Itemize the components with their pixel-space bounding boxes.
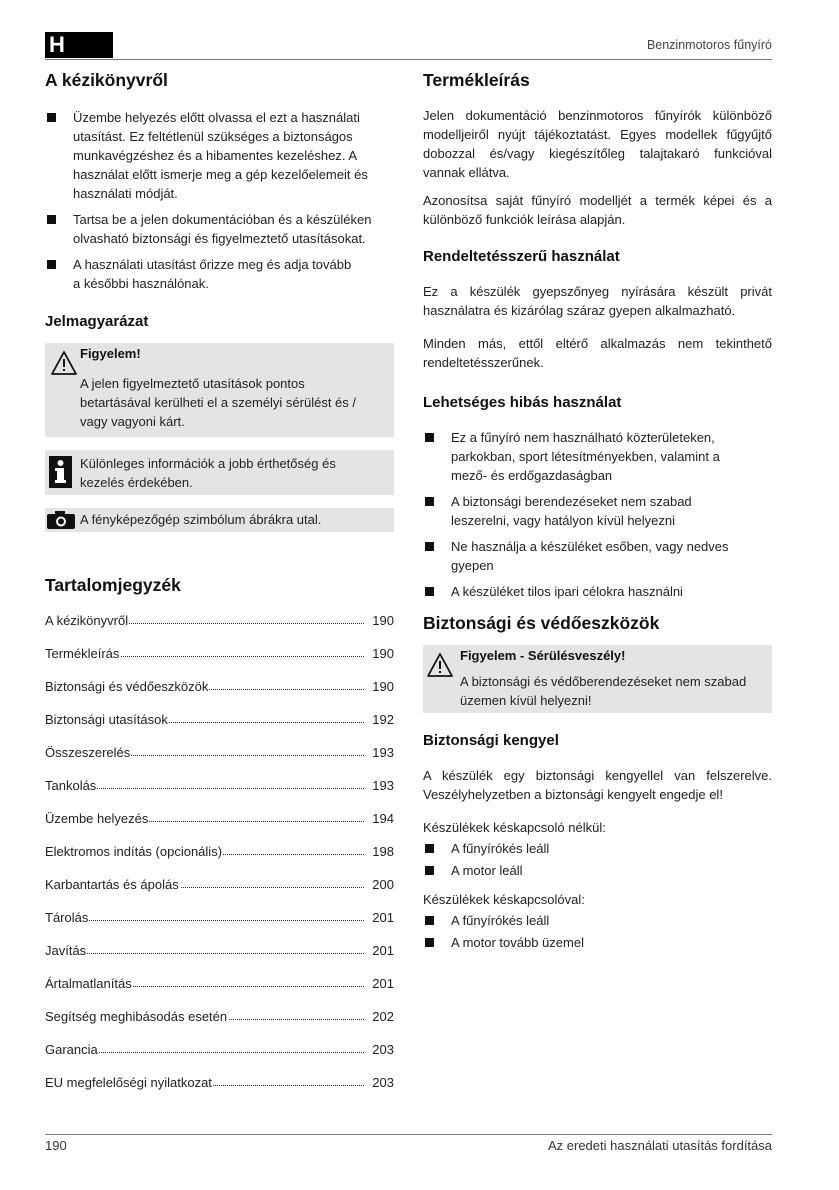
toc-entry[interactable]: Garancia 203 [45, 1042, 394, 1057]
left-column [45, 66, 394, 1106]
warning-title: Figyelem! [80, 346, 141, 361]
camera-icon [47, 511, 75, 529]
toc-entry[interactable]: Biztonsági utasítások 192 [45, 712, 394, 727]
list-item: Tartsa be a jelen dokumentációban és a készüléken olvasható biztonsági és figyelmeztető utasításokat. [45, 210, 394, 248]
info-box [45, 450, 394, 495]
bullet-square-icon [425, 938, 434, 947]
list-item: Ez a fűnyíró nem használható közterületeken, parkokban, sport létesítményekben, valamint a mező- és erdőgazdaságban [423, 428, 772, 485]
bullet-square-icon [47, 113, 56, 122]
page-header [45, 32, 772, 59]
list-item: Üzembe helyezés előtt olvassa el ezt a használati utasítást. Ez feltétlenül szükséges a biztonságos munkavégzéshez és a hibamentes kezeléshez. A használat előtt ismerje meg a gép kezelőelemeit és használati módját. [45, 108, 394, 203]
info-text: Különleges információk a jobb érthetőség és kezelés érdekében. [80, 456, 336, 490]
bullet-square-icon [47, 215, 56, 224]
safety-warning-box [423, 645, 772, 713]
warning-triangle-icon [427, 653, 453, 677]
list-item: A motor leáll [423, 861, 772, 880]
intended-use-paragraph-1: Ez a készülék gyepszőnyeg nyírására készült privát használatra és kizárólag száraz gyepen alkalmazható. [423, 284, 772, 318]
without-switch-label: Készülékek késkapcsoló nélkül: [423, 820, 606, 835]
safety-bracket-heading: Biztonsági kengyel [423, 732, 559, 749]
warning-box [45, 343, 394, 437]
toc-entry[interactable]: Üzembe helyezés 194 [45, 811, 394, 826]
bullet-square-icon [425, 497, 434, 506]
camera-text: A fényképezőgép szimbólum ábrákra utal. [80, 512, 322, 527]
toc-entry[interactable]: Ártalmatlanítás 201 [45, 976, 394, 991]
toc-entry[interactable]: Segítség meghibásodás esetén 202 [45, 1009, 394, 1024]
safety-bracket-paragraph: A készülék egy biztonsági kengyellel van felszerelve. Veszélyhelyzetben a biztonsági kengyelt engedje el! [423, 768, 772, 802]
misuse-heading: Lehetséges hibás használat [423, 394, 622, 411]
intro-heading: A kézikönyvről [45, 70, 168, 90]
bullet-square-icon [425, 433, 434, 442]
safety-warning-text: A biztonsági és védőberendezéseket nem szabad üzemen kívül helyezni! [460, 674, 747, 708]
safety-warning-title: Figyelem - Sérülésveszély! [460, 648, 626, 663]
list-item: A fűnyírókés leáll [423, 839, 772, 858]
product-heading: Termékleírás [423, 70, 530, 90]
toc-entry[interactable]: Karbantartás és ápolás 200 [45, 877, 394, 892]
language-badge [45, 32, 113, 58]
toc-entry[interactable]: Termékleírás 190 [45, 646, 394, 661]
bullet-square-icon [425, 587, 434, 596]
toc-entry[interactable]: Biztonsági és védőeszközök 190 [45, 679, 394, 694]
bullet-square-icon [425, 866, 434, 875]
page-number: 190 [45, 1138, 67, 1153]
camera-box [45, 508, 394, 532]
product-paragraph-2: Azonosítsa saját fűnyíró modelljét a termék képei és a különböző funkciók leírása alapján. [423, 193, 772, 227]
intended-use-heading: Rendeltetésszerű használat [423, 248, 620, 265]
warning-text: A jelen figyelmeztető utasítások pontos betartásával kerülheti el a személyi sérülést és / vagy vagyoni kárt. [80, 376, 357, 429]
legend-heading: Jelmagyarázat [45, 313, 149, 330]
bullet-square-icon [425, 844, 434, 853]
header-title: Benzinmotoros fűnyíró [646, 38, 772, 52]
toc-entry[interactable]: Javítás 201 [45, 943, 394, 958]
list-item: A biztonsági berendezéseket nem szabad leszerelni, vagy hatályon kívül helyezni [423, 492, 772, 530]
without-switch-list [423, 839, 772, 880]
table-of-contents [45, 611, 394, 1106]
with-switch-list [423, 911, 772, 952]
language-code: H [49, 32, 65, 57]
info-icon [49, 456, 72, 488]
toc-entry[interactable]: Elektromos indítás (opcionális) 198 [45, 844, 394, 859]
list-item: A fűnyírókés leáll [423, 911, 772, 930]
misuse-list [423, 428, 772, 601]
right-column [423, 66, 772, 952]
toc-entry[interactable]: Tankolás 193 [45, 778, 394, 793]
with-switch-label: Készülékek késkapcsolóval: [423, 892, 585, 907]
bullet-square-icon [47, 260, 56, 269]
list-item: A készüléket tilos ipari célokra használni [423, 582, 772, 601]
header-divider [45, 59, 772, 60]
bullet-square-icon [425, 542, 434, 551]
intended-use-paragraph-2: Minden más, ettől eltérő alkalmazás nem tekinthető rendeltetésszerűnek. [423, 336, 772, 370]
safety-heading: Biztonsági és védőeszközök [423, 613, 660, 633]
footer-divider [45, 1134, 772, 1135]
list-item: Ne használja a készüléket esőben, vagy nedves gyepen [423, 537, 772, 575]
toc-entry[interactable]: Tárolás 201 [45, 910, 394, 925]
list-item: A használati utasítást őrizze meg és adja tovább a későbbi használónak. [45, 255, 394, 293]
footer-note: Az eredeti használati utasítás fordítása [547, 1138, 772, 1153]
bullet-square-icon [425, 916, 434, 925]
toc-heading: Tartalomjegyzék [45, 575, 181, 595]
toc-entry[interactable]: Összeszerelés 193 [45, 745, 394, 760]
toc-entry[interactable]: A kézikönyvről 190 [45, 613, 394, 628]
warning-triangle-icon [51, 351, 77, 375]
intro-list [45, 108, 394, 293]
product-paragraph-1: Jelen dokumentáció benzinmotoros fűnyírók különböző modelljeiről nyújt tájékoztatást. Egyes modellek fűgyűjtő dobozzal és/vagy kiegészítőleg talajtakaró funkcióval vannak ellátva. [423, 108, 772, 180]
list-item: A motor tovább üzemel [423, 933, 772, 952]
toc-entry[interactable]: EU megfelelőségi nyilatkozat 203 [45, 1075, 394, 1090]
